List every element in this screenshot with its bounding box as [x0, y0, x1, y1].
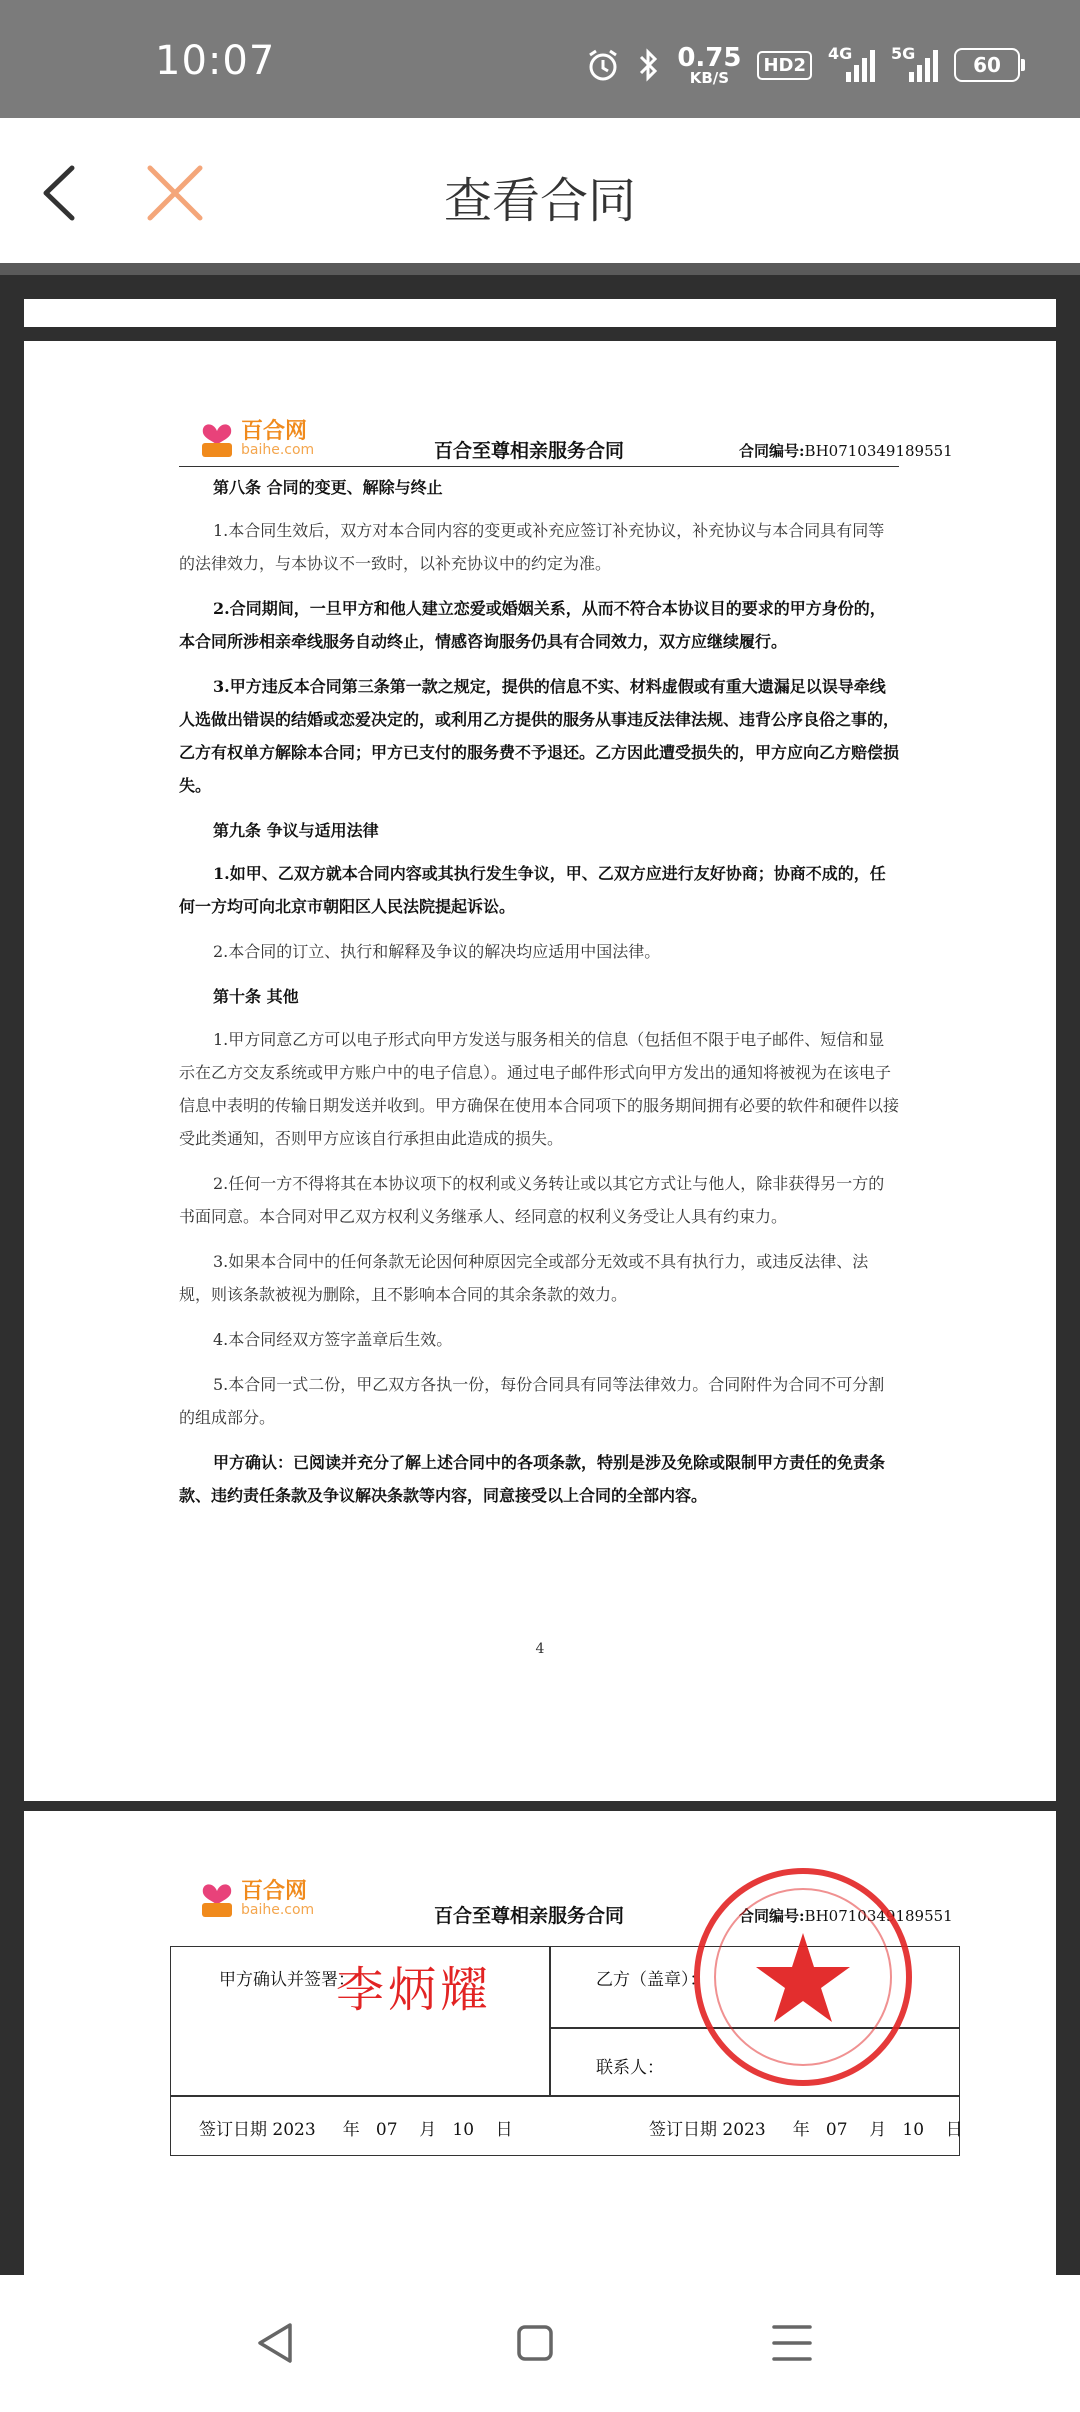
document-title: 百合至尊相亲服务合同: [434, 1905, 625, 1927]
contact-label: 联系人：: [596, 2058, 664, 2078]
section-heading: 第九条 争议与适用法律: [213, 821, 379, 840]
triangle-back-icon: [246, 2313, 306, 2373]
page-title: 查看合同: [443, 173, 636, 229]
document-page-5: [24, 1811, 1056, 2275]
party-a-label: 甲方确认并签署：: [219, 1970, 355, 1990]
status-icons: [585, 40, 1020, 90]
nav-back-button[interactable]: [246, 2313, 306, 2373]
document-page-4: [24, 341, 1056, 1801]
net-speed: 0.75 KB/S: [677, 42, 742, 87]
contract-number: 合同编号:BH0710349189551: [739, 1907, 953, 1925]
contract-number: 合同编号:BH0710349189551: [739, 442, 953, 460]
signal-5g-icon: 5G: [891, 48, 938, 82]
contract-clause: 甲方确认：已阅读并充分了解上述合同中的各项条款，特别是涉及免除或限制甲方责任的免责条款、违约责任条款及争议解决条款等内容，同意接受以上合同的全部内容。: [179, 1453, 886, 1505]
contract-clause: 2.本合同的订立、执行和解释及争议的解决均应适用中国法律。: [213, 942, 661, 961]
contract-clause: 1.如甲、乙双方就本合同内容或其执行发生争议，甲、乙双方应进行友好协商；协商不成的，任何一方均可向北京市朝阳区人民法院提起诉讼。: [179, 864, 886, 916]
hd-voice-icon: HD2: [757, 51, 812, 80]
system-nav-bar: [0, 2275, 1080, 2412]
previous-page-edge: [24, 299, 1056, 327]
document-body: [179, 471, 899, 1524]
section-heading: 第十条 其他: [213, 987, 299, 1006]
contract-clause: 3.如果本合同中的任何条款无论因何种原因完全或部分无效或不具有执行力，或违反法律、法规，则该条款被视为删除，且不影响本合同的其余条款的效力。: [179, 1252, 869, 1304]
nav-home-button[interactable]: [505, 2313, 565, 2373]
page-number: 4: [535, 1641, 545, 1657]
contract-clause: 2.合同期间，一旦甲方和他人建立恋爱或婚姻关系，从而不符合本协议目的要求的甲方身份的，本合同所涉相亲牵线服务自动终止，情感咨询服务仍具有合同效力，双方应继续履行。: [179, 599, 886, 651]
sign-date-a: 签订日期 2023 年 07 月 10 日: [199, 2120, 513, 2140]
party-b-label: 乙方（盖章）：: [596, 1970, 707, 1990]
document-title: 百合至尊相亲服务合同: [434, 440, 625, 462]
contract-clause: 3.甲方违反本合同第三条第一款之规定，提供的信息不实、材料虚假或有重大遗漏足以误导牵线人选做出错误的结婚或恋爱决定的，或利用乙方提供的服务从事违反法律法规、违背公序良俗之事的，乙方有权单方解除本合同；甲方已支付的服务费不予退还。乙方因此遭受损失的，甲方应向乙方赔偿损失。: [179, 677, 900, 795]
square-home-icon: [505, 2313, 565, 2373]
status-bar: [0, 0, 1080, 118]
document-header: [179, 426, 953, 467]
company-seal-stamp-icon: [689, 1863, 917, 2091]
signal-4g-icon: 4G: [828, 48, 875, 82]
sign-date-b: 签订日期 2023 年 07 月 10 日: [649, 2120, 963, 2140]
contract-clause: 5.本合同一式二份，甲乙双方各执一份，每份合同具有同等法律效力。合同附件为合同不可分割的组成部分。: [179, 1375, 885, 1427]
status-time: 10:07: [155, 38, 276, 84]
contract-clause: 1.本合同生效后，双方对本合同内容的变更或补充应签订补充协议，补充协议与本合同具有同等的法律效力，与本协议不一致时，以补充协议中的约定为准。: [179, 521, 885, 573]
party-a-signature: 李炳耀: [336, 1962, 493, 2018]
contract-clause: 2.任何一方不得将其在本协议项下的权利或义务转让或以其它方式让与他人，除非获得另一方的书面同意。本合同对甲乙双方权利义务继承人、经同意的权利义务受让人具有约束力。: [179, 1174, 885, 1226]
section-heading: 第八条 合同的变更、解除与终止: [213, 478, 443, 497]
bluetooth-icon: [637, 47, 661, 83]
baihe-logo: 百合网 baihe.com: [199, 1879, 314, 1919]
app-header: [0, 118, 1080, 264]
viewer-top-edge: [0, 263, 1080, 275]
contract-clause: 1.甲方同意乙方可以电子形式向甲方发送与服务相关的信息（包括但不限于电子邮件、短信和显示在乙方交友系统或甲方账户中的电子信息）。通过电子邮件形式向甲方发出的通知将被视为在该电子信息中表明的传输日期发送并收到。甲方确保在使用本合同项下的服务期间拥有必要的软件和硬件以接受此类通知，否则甲方应该自行承担由此造成的损失。: [179, 1030, 900, 1148]
nav-menu-button[interactable]: [762, 2313, 822, 2373]
contract-clause: 4.本合同经双方签字盖章后生效。: [213, 1330, 453, 1349]
baihe-logo: 百合网 baihe.com: [199, 419, 314, 459]
document-viewer[interactable]: [0, 263, 1080, 2275]
battery-icon: 60: [954, 48, 1020, 82]
alarm-icon: [585, 47, 621, 83]
menu-lines-icon: [762, 2313, 822, 2373]
